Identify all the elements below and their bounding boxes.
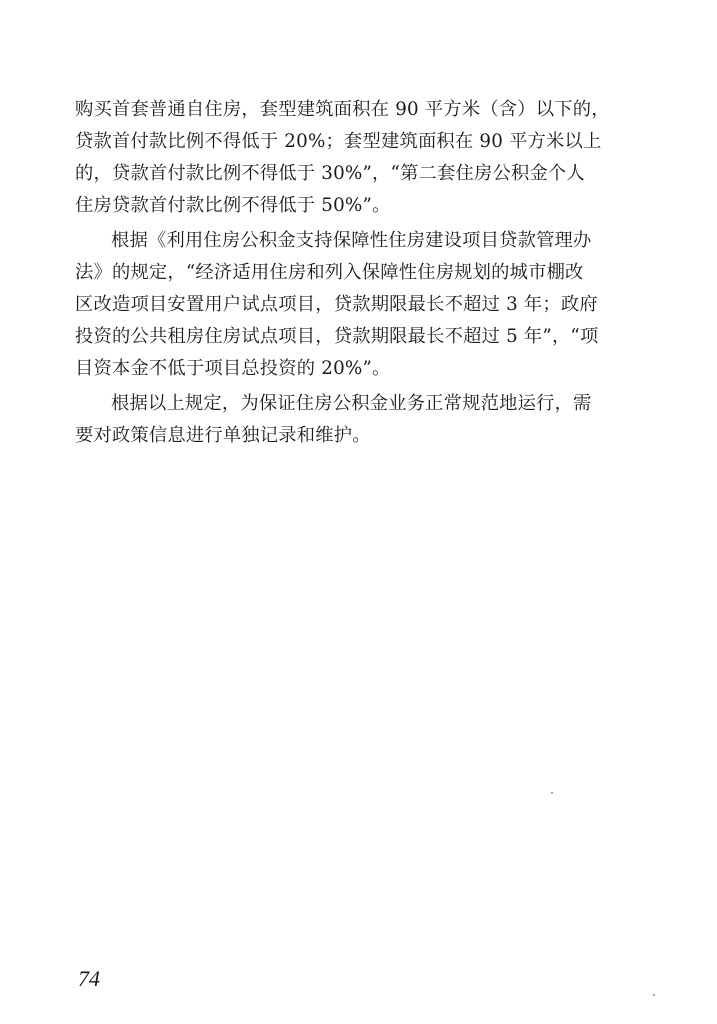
paragraph-2-line-3: 区改造项目安置用户试点项目，贷款期限最长不超过 3 年；政府 (75, 294, 598, 315)
paragraph-1-line-2: 贷款首付款比例不得低于 20%；套型建筑面积在 90 平方米以上 (75, 131, 602, 152)
paragraph-2-line-1: 根据《利用住房公积金支持保障性住房建设项目贷款管理办 (111, 230, 592, 251)
paragraph-1-line-1: 购买首套普通自住房，套型建筑面积在 90 平方米（含）以下的， (75, 99, 610, 120)
paragraph-3-line-2: 要对政策信息进行单独记录和维护。 (75, 425, 371, 446)
paragraph-1-line-3: 的，贷款首付款比例不得低于 30%”，“第二套住房公积金个人 (75, 163, 585, 184)
paragraph-3-line-1: 根据以上规定，为保证住房公积金业务正常规范地运行，需 (111, 393, 592, 414)
paragraph-2-line-5: 目资本金不低于项目总投资的 20%”。 (75, 358, 391, 379)
scan-speck (551, 792, 553, 794)
page-number: 74 (78, 966, 100, 991)
paragraph-2-line-2: 法》的规定，“经济适用住房和列入保障性住房规划的城市棚改 (75, 262, 584, 283)
scan-speck (653, 994, 655, 996)
paragraph-1-line-4: 住房贷款首付款比例不得低于 50%”。 (75, 195, 391, 216)
paragraph-2-line-4: 投资的公共租房住房试点项目，贷款期限最长不超过 5 年”，“项 (75, 326, 599, 347)
